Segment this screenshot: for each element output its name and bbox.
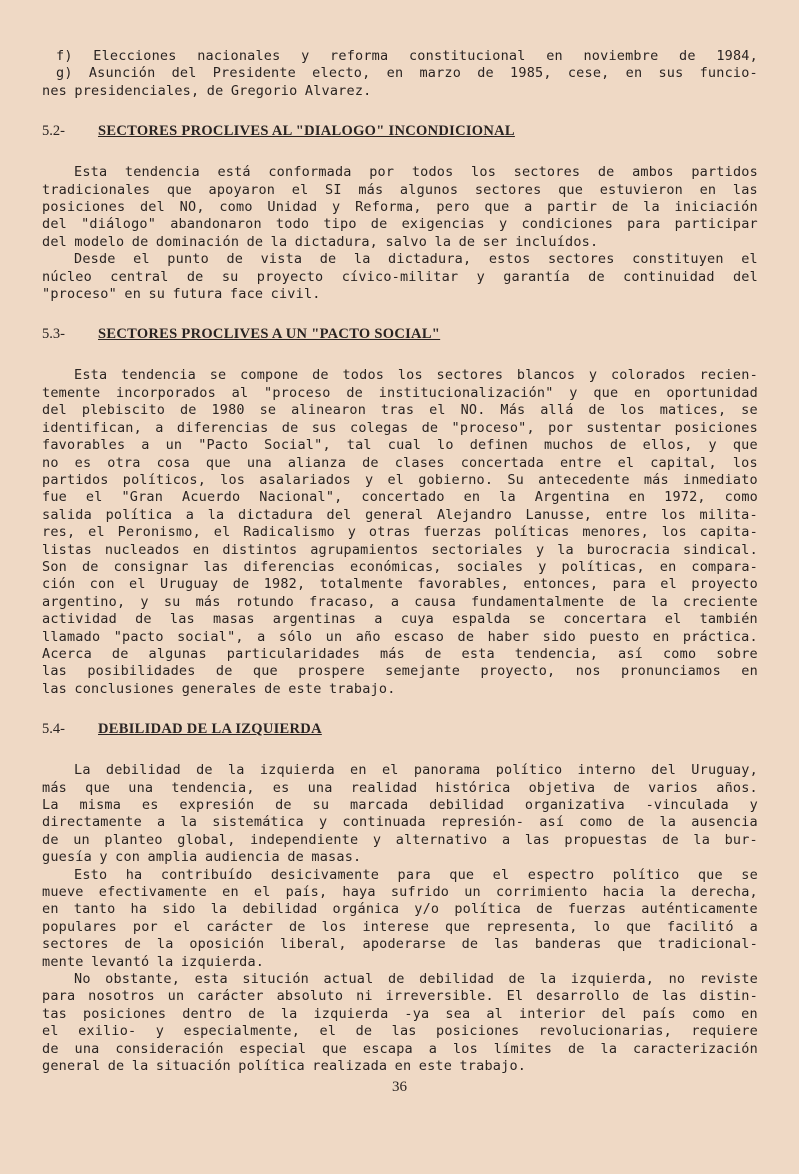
- text-line: f) Elecciones nacionales y reforma constitucional en noviembre de 1984,: [56, 48, 758, 64]
- text-line: de un planteo global, independiente y alternativo a las propuestas de la bur-: [42, 831, 758, 848]
- section-title: SECTORES PROCLIVES AL "DIALOGO" INCONDICIONAL: [98, 123, 515, 140]
- text-line: las posibilidades de que prospere semejante proyecto, nos pronunciamos en: [42, 663, 758, 680]
- text-line: Esta tendencia se compone de todos los sectores blancos y colorados recien-: [74, 367, 758, 384]
- text-line: el exilio- y especialmente, el de las posiciones revolucionarias, requiere: [42, 1023, 758, 1040]
- text-line: "proceso" en su futura face civil.: [42, 286, 321, 303]
- text-line: temente incorporados al "proceso de institucionalización" y que en oportunidad: [42, 384, 758, 401]
- paragraph: [42, 164, 758, 251]
- text-line: La debilidad de la izquierda en el panorama político interno del Uruguay,: [74, 762, 758, 779]
- text-line: ción con el Uruguay de 1982, totalmente favorables, entonces, para el proyecto: [42, 576, 758, 593]
- text-line: g) Asunción del Presidente electo, en marzo de 1985, cese, en sus funcio-: [56, 65, 758, 82]
- paragraph: [42, 867, 758, 971]
- text-line: Son de consignar las diferencias económicas, sociales y políticas, en compara-: [42, 558, 758, 575]
- paragraph: [42, 367, 758, 698]
- paragraph: [42, 251, 758, 303]
- section-number: 5.4-: [42, 721, 65, 738]
- text-line: guesía y con amplia audiencia de masas.: [42, 849, 362, 866]
- text-line: más que una tendencia, es una realidad histórica objetiva de varios años.: [42, 779, 758, 796]
- paragraph: [42, 762, 758, 866]
- intro-list: [42, 48, 758, 100]
- section-number: 5.3-: [42, 326, 65, 343]
- text-line: Esta tendencia está conformada por todos los sectores de ambos partidos: [74, 164, 758, 181]
- text-line: No obstante, esta situción actual de debilidad de la izquierda, no reviste: [74, 971, 758, 988]
- text-line: mente levantó la izquierda.: [42, 953, 265, 970]
- text-line: las conclusiones generales de este trabajo.: [42, 680, 396, 697]
- text-line: tas posiciones dentro de la izquierda -ya sea al interior del país como en: [42, 1005, 758, 1022]
- text-line: del modelo de dominación de la dictadura, salvo la de ser incluídos.: [42, 233, 599, 250]
- text-line: mueve efectivamente en el país, haya sufrido un corrimiento hacia la derecha,: [42, 884, 758, 901]
- section-number: 5.2-: [42, 123, 65, 140]
- text-line: partidos políticos, los asalariados y el gobierno. Su antecedente más inmediato: [42, 471, 758, 488]
- section-heading: [42, 122, 758, 140]
- text-line: no es otra cosa que una alianza de clases concertada entre el capital, los: [42, 454, 758, 471]
- text-line: sectores de la oposición liberal, apoderarse de las banderas que tradicional-: [42, 936, 758, 953]
- text-line: identifican, a diferencias de sus colegas de "proceso", por sustentar posiciones: [42, 419, 758, 436]
- text-line: Desde el punto de vista de la dictadura, estos sectores constituyen el: [74, 251, 758, 268]
- text-line: populares por el carácter de los interese que representa, lo que facilitó a: [42, 918, 758, 935]
- text-line: del "diálogo" abandonaron todo tipo de exigencias y condiciones para participar: [42, 216, 758, 233]
- text-line: favorables a un "Pacto Social", tal cual lo definen muchos de ellos, y que: [42, 437, 758, 454]
- section-heading: [42, 720, 758, 738]
- text-line: general de la situación política realizada en este trabajo.: [42, 1058, 527, 1075]
- text-line: fue el "Gran Acuerdo Nacional", concertado en la Argentina en 1972, como: [42, 489, 758, 506]
- text-line: tradicionales que apoyaron el SI más algunos sectores que estuvieron en las: [42, 181, 758, 198]
- text-line: núcleo central de su proyecto cívico-militar y garantía de continuidad del: [42, 268, 758, 285]
- text-line: en tanto ha sido la debilidad orgánica y/o política de fuerzas auténticamente: [42, 901, 758, 918]
- text-line: salida política a la dictadura del general Alejandro Lanusse, entre los milita-: [42, 506, 758, 523]
- text-line: del plebiscito de 1980 se alinearon tras el NO. Más allá de los matices, se: [42, 402, 758, 419]
- text-line: llamado "pacto social", a sólo un año escaso de haber sido puesto en práctica.: [42, 628, 758, 645]
- paragraph: [42, 971, 758, 1075]
- text-line: res, el Peronismo, el Radicalismo y otras fuerzas políticas menores, los capita-: [42, 524, 758, 541]
- text-line: listas nucleados en distintos agrupamientos sectoriales y la burocracia sindical.: [42, 541, 758, 558]
- text-line: nes presidenciales, de Gregorio Alvarez.: [42, 82, 372, 99]
- page-number: 36: [392, 1079, 407, 1095]
- text-line: para nosotros un carácter absoluto ni irreversible. El desarrollo de las distin-: [42, 988, 758, 1005]
- section-title: SECTORES PROCLIVES A UN "PACTO SOCIAL": [98, 326, 441, 343]
- text-line: actividad de las masas argentinas a cuya espalda se concertara el también: [42, 611, 758, 628]
- text-line: La misma es expresión de su marcada debilidad organizativa -vinculada y: [42, 797, 758, 813]
- section-heading: [42, 325, 758, 343]
- page-body: [42, 48, 758, 1076]
- text-line: posiciones del NO, como Unidad y Reforma, pero que a partir de la iniciación: [42, 199, 758, 216]
- text-line: argentino, y su más rotundo fracaso, a causa fundamentalmente de la creciente: [42, 593, 758, 610]
- section-title: DEBILIDAD DE LA IZQUIERDA: [98, 721, 322, 738]
- text-line: Acerca de algunas particularidades más de esta tendencia, así como sobre: [42, 645, 758, 662]
- text-line: de una consideración especial que escapa a los límites de la caracterización: [42, 1040, 758, 1057]
- text-line: Esto ha contribuído desicivamente para que el espectro político que se: [74, 866, 758, 883]
- text-line: directamente a la sistemática y continuada represión- así como de la ausencia: [42, 814, 758, 831]
